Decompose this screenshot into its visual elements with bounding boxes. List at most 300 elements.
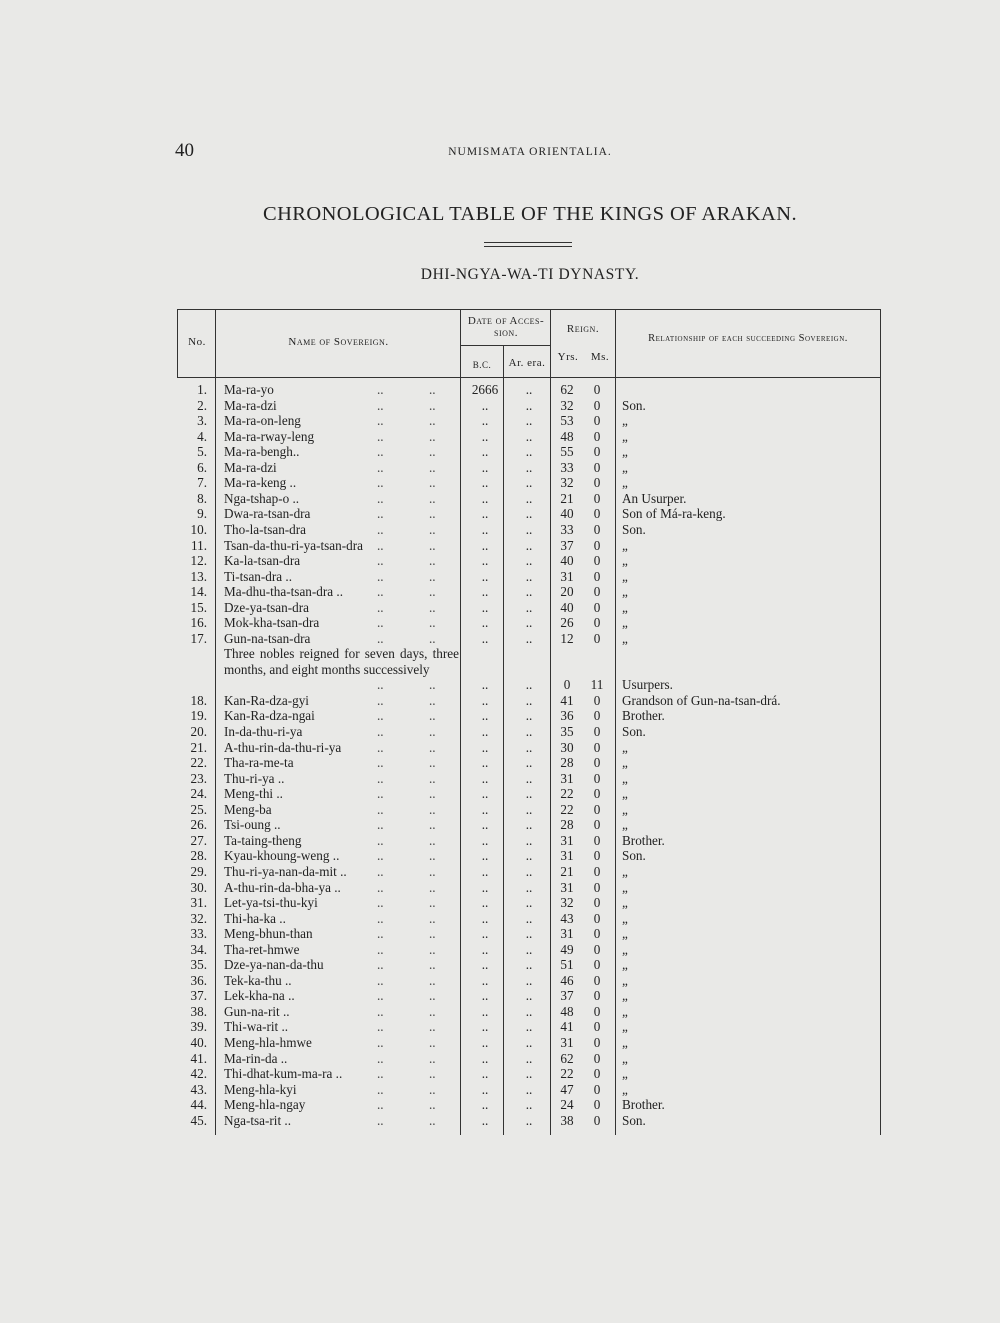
- ar-era-date: ..: [525, 817, 533, 833]
- relationship: „: [622, 926, 628, 942]
- leader-dots: ..: [377, 1112, 384, 1128]
- header-yrs: Yrs.: [557, 351, 579, 363]
- table-row: [177, 553, 881, 569]
- table-row: [177, 522, 881, 538]
- reign-years: 40: [560, 506, 574, 522]
- bc-date: ..: [481, 1050, 489, 1066]
- reign-years: 55: [560, 444, 574, 460]
- leader-dots: ..: [377, 770, 384, 786]
- row-number: 5.: [197, 444, 207, 460]
- row-number: 39.: [190, 1019, 207, 1035]
- page-title: CHRONOLOGICAL TABLE OF THE KINGS OF ARAKAN.: [263, 203, 797, 225]
- leader-dots: ..: [377, 615, 384, 631]
- row-number: 19.: [190, 708, 207, 724]
- relationship: „: [622, 428, 628, 444]
- ar-era-date: ..: [525, 786, 533, 802]
- bc-date: 2666: [471, 382, 499, 397]
- leader-dots: ..: [429, 1081, 436, 1097]
- sovereign-name: Thu-ri-ya-nan-da-mit ..: [224, 863, 347, 879]
- reign-years: 32: [560, 397, 574, 413]
- leader-dots: ..: [377, 848, 384, 864]
- leader-dots: ..: [429, 677, 436, 693]
- leader-dots: ..: [429, 1050, 436, 1066]
- reign-months: 0: [593, 475, 601, 491]
- row-number: 15.: [190, 599, 207, 615]
- table-row: [177, 1113, 881, 1129]
- sovereign-name: Lek-kha-na ..: [224, 988, 295, 1004]
- reign-months: 0: [593, 599, 601, 615]
- reign-months: 0: [593, 1035, 601, 1050]
- ar-era-date: ..: [525, 910, 533, 926]
- header-reign: Reign.: [566, 323, 600, 335]
- header-bc: B.C.: [472, 360, 492, 370]
- table-row: [177, 957, 881, 973]
- leader-dots: ..: [429, 537, 436, 553]
- leader-dots: ..: [429, 506, 436, 522]
- row-number: 9.: [197, 506, 207, 522]
- ar-era-date: ..: [525, 708, 533, 724]
- leader-dots: ..: [377, 708, 384, 724]
- relationship: „: [622, 1050, 628, 1066]
- reign-years: 21: [560, 490, 574, 506]
- reign-years: 36: [560, 708, 574, 724]
- reign-years: 30: [560, 739, 574, 755]
- leader-dots: ..: [429, 521, 436, 537]
- bc-date: ..: [481, 459, 489, 475]
- table-row: [177, 460, 881, 476]
- reign-months: 11: [590, 677, 604, 693]
- ar-era-date: ..: [525, 957, 533, 973]
- bc-date: ..: [481, 755, 489, 771]
- row-number: 34.: [190, 941, 207, 957]
- bc-date: ..: [481, 444, 489, 460]
- row-number: 38.: [190, 1003, 207, 1019]
- relationship: „: [622, 537, 628, 553]
- sovereign-name: Meng-bhun-than: [224, 926, 313, 942]
- reign-months: 0: [593, 972, 601, 988]
- sovereign-name: Kan-Ra-dza-ngai: [224, 708, 315, 724]
- row-number: 28.: [190, 848, 207, 864]
- sovereign-name: Gun-na-rit ..: [224, 1003, 290, 1019]
- ar-era-date: ..: [525, 630, 533, 646]
- row-number: 11.: [191, 537, 207, 553]
- sovereign-name: Ma-ra-on-leng: [224, 413, 301, 429]
- row-number: 36.: [190, 972, 207, 988]
- leader-dots: ..: [429, 382, 436, 397]
- leader-dots: ..: [429, 848, 436, 864]
- bc-date: ..: [481, 490, 489, 506]
- ar-era-date: ..: [525, 1097, 533, 1113]
- relationship: „: [622, 615, 628, 631]
- leader-dots: ..: [429, 817, 436, 833]
- sovereign-name: In-da-thu-ri-ya: [224, 724, 303, 739]
- bc-date: ..: [481, 630, 489, 646]
- leader-dots: ..: [429, 770, 436, 786]
- leader-dots: ..: [429, 801, 436, 817]
- ar-era-date: ..: [525, 1081, 533, 1097]
- reign-months: 0: [593, 521, 601, 537]
- sovereign-name: Ma-rin-da ..: [224, 1050, 288, 1066]
- sovereign-name: Dze-ya-tsan-dra: [224, 599, 309, 615]
- reign-months: 0: [593, 1003, 601, 1019]
- sovereign-name: Thu-ri-ya ..: [224, 770, 285, 786]
- leader-dots: ..: [377, 739, 384, 755]
- ar-era-date: ..: [525, 506, 533, 522]
- running-head: NUMISMATA ORIENTALIA.: [448, 146, 612, 158]
- sovereign-name: Meng-hla-kyi: [224, 1081, 297, 1097]
- ar-era-date: ..: [525, 521, 533, 537]
- leader-dots: ..: [429, 692, 436, 708]
- table-row: [177, 973, 881, 989]
- reign-months: 0: [593, 863, 601, 879]
- table-row: [177, 864, 881, 880]
- header-relationship: Relationship of each succeeding Sovereign.: [648, 333, 848, 344]
- leader-dots: ..: [377, 879, 384, 895]
- reign-months: 0: [593, 910, 601, 926]
- ar-era-date: ..: [525, 537, 533, 553]
- relationship: „: [622, 444, 628, 460]
- sovereign-name: Ti-tsan-dra ..: [224, 568, 293, 584]
- leader-dots: ..: [377, 786, 384, 802]
- table-row: [177, 880, 881, 896]
- sovereign-name: Thi-dhat-kum-ma-ra ..: [224, 1066, 343, 1082]
- reign-months: 0: [593, 1112, 601, 1128]
- ar-era-date: ..: [525, 428, 533, 444]
- reign-years: 53: [560, 413, 574, 429]
- relationship: „: [622, 879, 628, 895]
- sovereign-name: Ma-dhu-tha-tsan-dra ..: [224, 584, 344, 600]
- sovereign-name: Nga-tsa-rit ..: [224, 1112, 292, 1128]
- row-number: 45.: [190, 1112, 207, 1128]
- relationship: „: [622, 1035, 628, 1050]
- row-number: 27.: [190, 832, 207, 848]
- bc-date: ..: [481, 1081, 489, 1097]
- table-row: [177, 413, 881, 429]
- ar-era-date: ..: [525, 475, 533, 491]
- reign-months: 0: [593, 1097, 601, 1113]
- leader-dots: ..: [377, 1019, 384, 1035]
- row-number: 8.: [197, 490, 207, 506]
- leader-dots: ..: [429, 755, 436, 771]
- relationship: Usurpers.: [622, 677, 673, 693]
- leader-dots: ..: [429, 584, 436, 600]
- reign-years: 37: [560, 537, 574, 553]
- reign-months: 0: [593, 397, 601, 413]
- bc-date: ..: [481, 553, 489, 569]
- leader-dots: ..: [377, 521, 384, 537]
- reign-months: 0: [593, 506, 601, 522]
- ar-era-date: ..: [525, 459, 533, 475]
- leader-dots: ..: [377, 459, 384, 475]
- bc-date: ..: [481, 832, 489, 848]
- table-row: [177, 1097, 881, 1113]
- leader-dots: ..: [429, 475, 436, 491]
- relationship: „: [622, 801, 628, 817]
- relationship: Grandson of Gun-na-tsan-drá.: [622, 692, 781, 708]
- table-row: [177, 708, 881, 724]
- relationship: „: [622, 1081, 628, 1097]
- bc-date: ..: [481, 475, 489, 491]
- leader-dots: ..: [429, 708, 436, 724]
- table-row: [177, 1035, 881, 1051]
- ar-era-date: ..: [525, 553, 533, 569]
- reign-years: 48: [560, 1003, 574, 1019]
- reign-months: 0: [593, 879, 601, 895]
- row-number: 30.: [190, 879, 207, 895]
- reign-months: 0: [593, 786, 601, 802]
- reign-years: 41: [560, 692, 574, 708]
- sovereign-name: Tsan-da-thu-ri-ya-tsan-dra: [224, 537, 363, 553]
- table-row: [177, 740, 881, 756]
- bc-date: ..: [481, 397, 489, 413]
- row-number: 26.: [190, 817, 207, 833]
- bc-date: ..: [481, 584, 489, 600]
- relationship: „: [622, 957, 628, 973]
- row-number: 14.: [190, 584, 207, 600]
- sovereign-name: Dwa-ra-tsan-dra: [224, 506, 311, 522]
- leader-dots: ..: [377, 817, 384, 833]
- sovereign-name: Tha-ra-me-ta: [224, 755, 294, 771]
- bc-date: ..: [481, 957, 489, 973]
- leader-dots: ..: [429, 1003, 436, 1019]
- sovereign-name: Ma-ra-dzi: [224, 459, 277, 475]
- ar-era-date: ..: [525, 848, 533, 864]
- bc-date: ..: [481, 739, 489, 755]
- header-date-accession: Date of Acces-sion.: [467, 315, 545, 339]
- reign-months: 0: [593, 895, 601, 911]
- ar-era-date: ..: [525, 755, 533, 771]
- table-row: [177, 988, 881, 1004]
- header-bottom-rule: [177, 377, 881, 378]
- leader-dots: ..: [429, 739, 436, 755]
- leader-dots: ..: [429, 724, 436, 739]
- ar-era-date: ..: [525, 863, 533, 879]
- relationship: „: [622, 863, 628, 879]
- sovereign-name: Ma-ra-keng ..: [224, 475, 297, 491]
- leader-dots: ..: [429, 1112, 436, 1128]
- ar-era-date: ..: [525, 1112, 533, 1128]
- bc-date: ..: [481, 615, 489, 631]
- reign-years: 31: [560, 1035, 574, 1050]
- dynasty-heading: DHI-NGYA-WA-TI DYNASTY.: [420, 266, 640, 283]
- sovereign-name: Tha-ret-hmwe: [224, 941, 300, 957]
- relationship: „: [622, 755, 628, 771]
- bc-date: ..: [481, 926, 489, 942]
- page-number: 40: [175, 140, 194, 161]
- sovereign-name: Tho-la-tsan-dra: [224, 521, 307, 537]
- table-row: [177, 817, 881, 833]
- ar-era-date: ..: [525, 692, 533, 708]
- leader-dots: ..: [429, 1019, 436, 1035]
- ar-era-date: ..: [525, 677, 533, 693]
- leader-dots: ..: [377, 677, 384, 693]
- reign-years: 51: [560, 957, 574, 973]
- row-number: 43.: [190, 1081, 207, 1097]
- bc-date: ..: [481, 708, 489, 724]
- ar-era-date: ..: [525, 568, 533, 584]
- relationship: „: [622, 817, 628, 833]
- leader-dots: ..: [377, 895, 384, 911]
- ar-era-date: ..: [525, 739, 533, 755]
- leader-dots: ..: [377, 506, 384, 522]
- reign-months: 0: [593, 459, 601, 475]
- relationship: Brother.: [622, 708, 665, 724]
- reign-years: 32: [560, 895, 574, 911]
- row-number: 32.: [190, 910, 207, 926]
- leader-dots: ..: [429, 428, 436, 444]
- relationship: „: [622, 1066, 628, 1082]
- row-number: 37.: [190, 988, 207, 1004]
- table-row: [177, 755, 881, 771]
- relationship: „: [622, 568, 628, 584]
- sovereign-name: A-thu-rin-da-thu-ri-ya: [224, 739, 342, 755]
- table-row: [177, 631, 881, 647]
- ar-era-date: ..: [525, 972, 533, 988]
- table-row: [177, 1019, 881, 1035]
- leader-dots: ..: [377, 428, 384, 444]
- sovereign-name: Dze-ya-nan-da-thu: [224, 957, 324, 973]
- table-top-rule: [177, 309, 881, 310]
- leader-dots: ..: [377, 863, 384, 879]
- relationship: „: [622, 599, 628, 615]
- reign-years: 22: [560, 801, 574, 817]
- bc-date: ..: [481, 677, 489, 693]
- reign-years: 37: [560, 988, 574, 1004]
- leader-dots: ..: [429, 553, 436, 569]
- sovereign-name: A-thu-rin-da-bha-ya ..: [224, 879, 341, 895]
- reign-years: 40: [560, 553, 574, 569]
- relationship: Son.: [622, 848, 646, 864]
- reign-months: 0: [593, 1050, 601, 1066]
- leader-dots: ..: [429, 972, 436, 988]
- relationship: „: [622, 1019, 628, 1035]
- relationship: Son.: [622, 397, 646, 413]
- leader-dots: ..: [377, 630, 384, 646]
- bc-date: ..: [481, 1035, 489, 1050]
- table-row: [177, 382, 881, 398]
- leader-dots: ..: [377, 692, 384, 708]
- leader-dots: ..: [377, 910, 384, 926]
- reign-years: 33: [560, 459, 574, 475]
- row-number: 17.: [190, 630, 207, 646]
- table-row: [177, 398, 881, 414]
- sovereign-name: Meng-hla-ngay: [224, 1097, 306, 1113]
- bc-date: ..: [481, 692, 489, 708]
- bc-date: ..: [481, 801, 489, 817]
- sovereign-name: Thi-wa-rit ..: [224, 1019, 289, 1035]
- reign-years: 24: [560, 1097, 574, 1113]
- bc-date: ..: [481, 910, 489, 926]
- leader-dots: ..: [377, 988, 384, 1004]
- row-number: 40.: [190, 1035, 207, 1050]
- table-row: [177, 942, 881, 958]
- ar-era-date: ..: [525, 615, 533, 631]
- table-row: [177, 771, 881, 787]
- row-number: 16.: [190, 615, 207, 631]
- usurpers-note: Three nobles reigned for seven days, three months, and eight months successively: [224, 646, 459, 677]
- leader-dots: ..: [429, 879, 436, 895]
- leader-dots: ..: [377, 972, 384, 988]
- leader-dots: ..: [377, 1035, 384, 1050]
- table-row: [177, 600, 881, 616]
- row-number: 29.: [190, 863, 207, 879]
- table-row: [177, 584, 881, 600]
- relationship: Son.: [622, 724, 646, 739]
- leader-dots: ..: [377, 444, 384, 460]
- table-row: [177, 1066, 881, 1082]
- reign-years: 47: [560, 1081, 574, 1097]
- reign-years: 43: [560, 910, 574, 926]
- bc-date: ..: [481, 941, 489, 957]
- bc-date: ..: [481, 521, 489, 537]
- bc-date: ..: [481, 817, 489, 833]
- reign-months: 0: [593, 1081, 601, 1097]
- bc-date: ..: [481, 1019, 489, 1035]
- table-row: [177, 1082, 881, 1098]
- sovereign-name: Meng-ba: [224, 801, 272, 817]
- reign-months: 0: [593, 739, 601, 755]
- bc-date: ..: [481, 724, 489, 739]
- relationship: Brother.: [622, 1097, 665, 1113]
- table-row: [177, 615, 881, 631]
- relationship: Son of Má-ra-keng.: [622, 506, 726, 522]
- reign-months: 0: [593, 444, 601, 460]
- leader-dots: ..: [429, 599, 436, 615]
- table-row: [177, 569, 881, 585]
- table-row: [177, 475, 881, 491]
- reign-months: 0: [593, 630, 601, 646]
- leader-dots: ..: [429, 615, 436, 631]
- bc-date: ..: [481, 568, 489, 584]
- leader-dots: ..: [429, 895, 436, 911]
- ar-era-date: ..: [525, 724, 533, 739]
- ar-era-date: ..: [525, 599, 533, 615]
- reign-years: 0: [563, 677, 571, 693]
- sovereign-name: Ta-taing-theng: [224, 832, 302, 848]
- relationship: „: [622, 553, 628, 569]
- leader-dots: ..: [377, 553, 384, 569]
- reign-months: 0: [593, 708, 601, 724]
- reign-years: 31: [560, 568, 574, 584]
- leader-dots: ..: [377, 957, 384, 973]
- reign-years: 31: [560, 770, 574, 786]
- ar-era-date: ..: [525, 801, 533, 817]
- leader-dots: ..: [429, 397, 436, 413]
- reign-months: 0: [593, 755, 601, 771]
- leader-dots: ..: [429, 444, 436, 460]
- leader-dots: ..: [377, 1050, 384, 1066]
- reign-years: 31: [560, 832, 574, 848]
- row-number: 41.: [190, 1050, 207, 1066]
- reign-years: 26: [560, 615, 574, 631]
- leader-dots: ..: [377, 926, 384, 942]
- relationship: „: [622, 941, 628, 957]
- sovereign-name: Tsi-oung ..: [224, 817, 281, 833]
- table-row: [177, 802, 881, 818]
- table-row: [177, 833, 881, 849]
- leader-dots: ..: [429, 1066, 436, 1082]
- ar-era-date: ..: [525, 941, 533, 957]
- leader-dots: ..: [429, 1097, 436, 1113]
- row-number: 21.: [190, 739, 207, 755]
- leader-dots: ..: [429, 941, 436, 957]
- leader-dots: ..: [377, 475, 384, 491]
- bc-date: ..: [481, 537, 489, 553]
- ar-era-date: ..: [525, 413, 533, 429]
- reign-months: 0: [593, 553, 601, 569]
- reign-years: 28: [560, 755, 574, 771]
- relationship: „: [622, 910, 628, 926]
